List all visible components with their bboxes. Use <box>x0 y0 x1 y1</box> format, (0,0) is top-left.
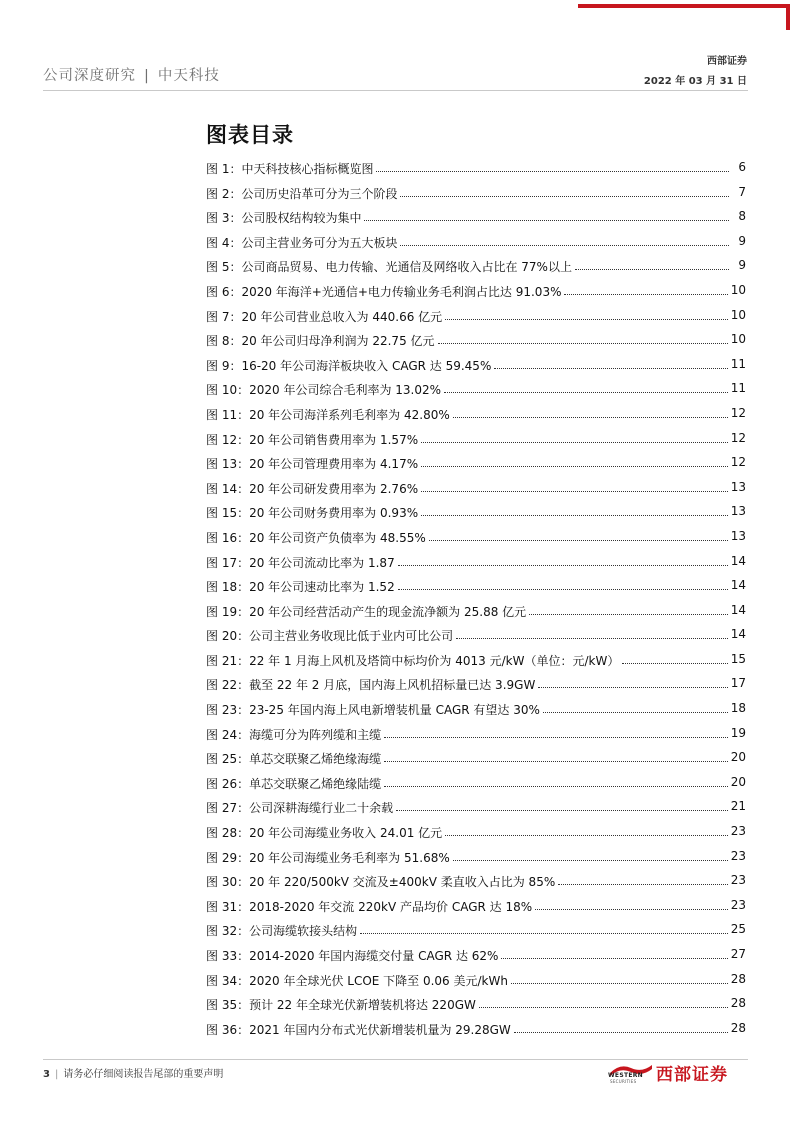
toc-leader-dots <box>398 575 728 590</box>
page-number: 3 <box>43 1069 50 1080</box>
footer-separator: | <box>54 1069 59 1080</box>
toc-entry-label: 图 5：公司商品贸易、电力传输、光通信及网络收入占比在 77%以上 <box>206 260 572 275</box>
toc-entry-label: 图 26：单芯交联聚乙烯绝缘陆缆 <box>206 776 382 791</box>
logo-english-sub: SECURITIES <box>610 1079 637 1084</box>
toc-entry-page: 23 <box>730 848 746 863</box>
report-header <box>43 64 220 85</box>
toc-leader-dots <box>543 698 728 713</box>
toc-entry-label: 图 30：20 年 220/500kV 交流及±400kV 柔直收入占比为 85% <box>206 875 556 890</box>
toc-entry[interactable] <box>206 821 746 846</box>
toc-entry-label: 图 12：20 年公司销售费用率为 1.57% <box>206 432 419 447</box>
toc-entry-page: 11 <box>730 381 746 396</box>
toc-entry-page: 17 <box>730 676 746 691</box>
corner-accent-right <box>786 4 790 30</box>
toc-entry-page: 20 <box>730 750 746 765</box>
toc-entry[interactable] <box>206 305 746 330</box>
toc-leader-dots <box>564 280 727 295</box>
toc-entry-label: 图 34：2020 年全球光伏 LCOE 下降至 0.06 美元/kWh <box>206 973 508 988</box>
toc-entry-label: 图 15：20 年公司财务费用率为 0.93% <box>206 506 419 521</box>
toc-entry[interactable] <box>206 698 746 723</box>
toc-entry-label: 图 28：20 年公司海缆业务收入 24.01 亿元 <box>206 826 443 841</box>
toc-entry-page: 23 <box>730 873 746 888</box>
toc-entry-label: 图 32：公司海缆软接头结构 <box>206 924 358 939</box>
toc-entry-page: 27 <box>730 947 746 961</box>
toc-entry-page: 12 <box>730 405 746 420</box>
header-separator: | <box>144 68 150 84</box>
toc-entry-label: 图 21：22 年 1 月海上风机及塔筒中标均价为 4013 元/kW（单位：元/kW） <box>206 653 620 668</box>
toc-entry[interactable] <box>206 255 746 280</box>
toc-leader-dots <box>421 501 728 516</box>
toc-entry[interactable] <box>206 993 746 1018</box>
toc-entry[interactable] <box>206 231 746 256</box>
toc-leader-dots <box>494 354 727 369</box>
western-securities-logo <box>608 1060 748 1084</box>
toc-entry[interactable] <box>206 673 746 698</box>
toc-entry-page: 11 <box>730 356 746 371</box>
toc-leader-dots <box>384 747 728 762</box>
toc-entry-label: 图 7：20 年公司营业总收入为 440.66 亿元 <box>206 309 443 324</box>
toc-entry-page: 10 <box>730 332 746 347</box>
toc-entry-label: 图 27：公司深耕海缆行业二十余载 <box>206 801 394 816</box>
toc-entry-page: 25 <box>730 922 746 937</box>
toc-leader-dots <box>453 403 728 418</box>
toc-entry-label: 图 11：20 年公司海洋系列毛利率为 42.80% <box>206 407 450 422</box>
toc-entry[interactable] <box>206 772 746 797</box>
footer-disclaimer: 请务必仔细阅读报告尾部的重要声明 <box>63 1069 224 1080</box>
toc-entry-label: 图 19：20 年公司经营活动产生的现金流净额为 25.88 亿元 <box>206 604 527 619</box>
toc-leader-dots <box>479 993 728 1008</box>
footer-note <box>43 1065 223 1080</box>
toc-entry[interactable] <box>206 452 746 477</box>
toc-entry-page: 14 <box>730 627 746 642</box>
corner-accent-top <box>578 4 790 8</box>
logo-chinese: 西部证券 <box>656 1065 728 1085</box>
toc-entry[interactable] <box>206 846 746 871</box>
toc-entry-label: 图 23：23-25 年国内海上风电新增装机量 CAGR 有望达 30% <box>206 703 540 718</box>
toc-entry-label: 图 10：2020 年公司综合毛利率为 13.02% <box>206 383 442 398</box>
toc-leader-dots <box>453 846 728 861</box>
report-type: 公司深度研究 <box>43 68 136 84</box>
toc-leader-dots <box>445 821 728 836</box>
toc-entry-label: 图 20：公司主营业务收现比低于业内可比公司 <box>206 629 454 644</box>
toc-leader-dots <box>511 969 728 984</box>
toc-entry[interactable] <box>206 944 746 969</box>
toc-entry[interactable] <box>206 428 746 453</box>
toc-entry-page: 28 <box>730 996 746 1011</box>
toc-leader-dots <box>360 919 728 934</box>
toc-entry-page: 6 <box>738 160 746 174</box>
toc-entry-label: 图 16：20 年公司资产负债率为 48.55% <box>206 530 426 545</box>
toc-entry-label: 图 18：20 年公司速动比率为 1.52 <box>206 580 395 595</box>
toc-entry-page: 13 <box>730 479 746 494</box>
toc-entry[interactable] <box>206 354 746 379</box>
toc-leader-dots <box>421 428 728 443</box>
toc-entry[interactable] <box>206 206 746 231</box>
toc-entry-label: 图 6：2020 年海洋+光通信+电力传输业务毛利润占比达 91.03% <box>206 284 562 299</box>
toc-entry[interactable] <box>206 575 746 600</box>
toc-leader-dots <box>421 477 728 492</box>
toc-leader-dots <box>384 723 728 738</box>
toc-entry-page: 14 <box>730 553 746 568</box>
logo-english: WESTERN <box>608 1072 643 1079</box>
toc-leader-dots <box>558 870 727 885</box>
toc-entry-label: 图 35：预计 22 年全球光伏新增装机将达 220GW <box>206 998 476 1013</box>
toc-entry[interactable] <box>206 280 746 305</box>
toc-entry[interactable] <box>206 600 746 625</box>
toc-leader-dots <box>421 452 728 467</box>
toc-entry-page: 14 <box>730 578 746 593</box>
toc-leader-dots <box>438 329 728 344</box>
report-date: 2022 年 03 月 31 日 <box>643 76 747 87</box>
toc-entry[interactable] <box>206 796 746 821</box>
toc-leader-dots <box>622 649 727 664</box>
toc-leader-dots <box>396 796 728 811</box>
toc-leader-dots <box>384 772 728 787</box>
toc-entry[interactable] <box>206 501 746 526</box>
toc-leader-dots <box>445 305 728 320</box>
toc-entry-page: 10 <box>730 307 746 322</box>
toc-entry[interactable] <box>206 723 746 748</box>
toc-entry-label: 图 8：20 年公司归母净利润为 22.75 亿元 <box>206 334 435 349</box>
toc-entry-label: 图 17：20 年公司流动比率为 1.87 <box>206 555 395 570</box>
toc-title: 图表目录 <box>206 122 294 147</box>
toc-leader-dots <box>529 600 728 615</box>
toc-leader-dots <box>376 157 729 172</box>
toc-entry[interactable] <box>206 1018 746 1043</box>
toc-entry-label: 图 25：单芯交联聚乙烯绝缘海缆 <box>206 752 382 767</box>
toc-entry[interactable] <box>206 624 746 649</box>
toc-entry-page: 20 <box>730 774 746 789</box>
toc-entry-label: 图 3：公司股权结构较为集中 <box>206 211 362 226</box>
toc-entry-page: 8 <box>738 209 746 224</box>
toc-entry-page: 28 <box>730 971 746 986</box>
toc-leader-dots <box>400 182 729 197</box>
toc-entry-label: 图 24：海缆可分为阵列缆和主缆 <box>206 727 382 742</box>
toc-entry-page: 9 <box>738 258 746 273</box>
toc-entry-page: 7 <box>738 184 746 199</box>
toc-entry-page: 15 <box>730 651 746 666</box>
toc-entry-page: 12 <box>730 455 746 470</box>
toc-entry-page: 21 <box>730 799 746 814</box>
toc-leader-dots <box>398 551 728 566</box>
toc-entry[interactable] <box>206 477 746 502</box>
toc-entry-page: 13 <box>730 528 746 543</box>
toc-entry[interactable] <box>206 870 746 895</box>
toc-entry-page: 28 <box>730 1020 746 1035</box>
toc-entry-label: 图 33：2014-2020 年国内海缆交付量 CAGR 达 62% <box>206 949 499 963</box>
toc-entry[interactable] <box>206 182 746 207</box>
toc-entry-page: 14 <box>730 602 746 617</box>
toc-entry[interactable] <box>206 649 746 674</box>
toc-entry-page: 13 <box>730 504 746 519</box>
toc-entry-label: 图 31：2018-2020 年交流 220kV 产品均价 CAGR 达 18% <box>206 899 533 914</box>
toc-entry-page: 19 <box>730 725 746 740</box>
toc-entry[interactable] <box>206 526 746 551</box>
toc-leader-dots <box>575 255 729 270</box>
toc-entry-label: 图 36：2021 年国内分布式光伏新增装机量为 29.28GW <box>206 1022 511 1037</box>
brand-name: 西部证券 <box>707 56 747 67</box>
toc-entry[interactable] <box>206 747 746 772</box>
toc-entry-page: 9 <box>738 233 746 248</box>
toc-entry[interactable] <box>206 378 746 403</box>
company-name: 中天科技 <box>157 68 220 84</box>
toc-leader-dots <box>538 673 727 688</box>
toc-leader-dots <box>429 526 728 541</box>
toc-leader-dots <box>400 231 729 246</box>
toc-entry-label: 图 22：截至 22 年 2 月底，国内海上风机招标量已达 3.9GW <box>206 678 536 693</box>
toc-entry[interactable] <box>206 895 746 920</box>
toc-entry[interactable] <box>206 919 746 944</box>
toc-entry-label: 图 13：20 年公司管理费用率为 4.17% <box>206 457 419 472</box>
toc-entry-page: 23 <box>730 897 746 912</box>
header-divider <box>43 90 748 91</box>
toc-entry-page: 18 <box>730 701 746 716</box>
toc-entry-page: 23 <box>730 824 746 839</box>
toc-leader-dots <box>444 378 728 393</box>
toc-entry-label: 图 9：16-20 年公司海洋板块收入 CAGR 达 59.45% <box>206 358 492 373</box>
toc-leader-dots <box>501 944 727 959</box>
toc-entry-label: 图 2：公司历史沿革可分为三个阶段 <box>206 186 398 201</box>
toc-leader-dots <box>456 624 728 639</box>
toc-entry-label: 图 1：中天科技核心指标概览图 <box>206 162 374 176</box>
toc-leader-dots <box>535 895 728 910</box>
toc-list <box>206 157 746 1042</box>
toc-entry[interactable] <box>206 157 746 182</box>
toc-leader-dots <box>514 1018 728 1033</box>
toc-entry[interactable] <box>206 403 746 428</box>
toc-entry-label: 图 29：20 年公司海缆业务毛利率为 51.68% <box>206 850 450 865</box>
header-brand-date <box>644 52 747 87</box>
toc-leader-dots <box>364 206 729 221</box>
toc-entry[interactable] <box>206 329 746 354</box>
toc-entry-label: 图 4：公司主营业务可分为五大板块 <box>206 235 398 250</box>
toc-entry[interactable] <box>206 969 746 994</box>
toc-entry-page: 10 <box>730 282 746 297</box>
toc-entry-label: 图 14：20 年公司研发费用率为 2.76% <box>206 481 419 496</box>
toc-entry-page: 12 <box>730 430 746 445</box>
toc-entry[interactable] <box>206 551 746 576</box>
